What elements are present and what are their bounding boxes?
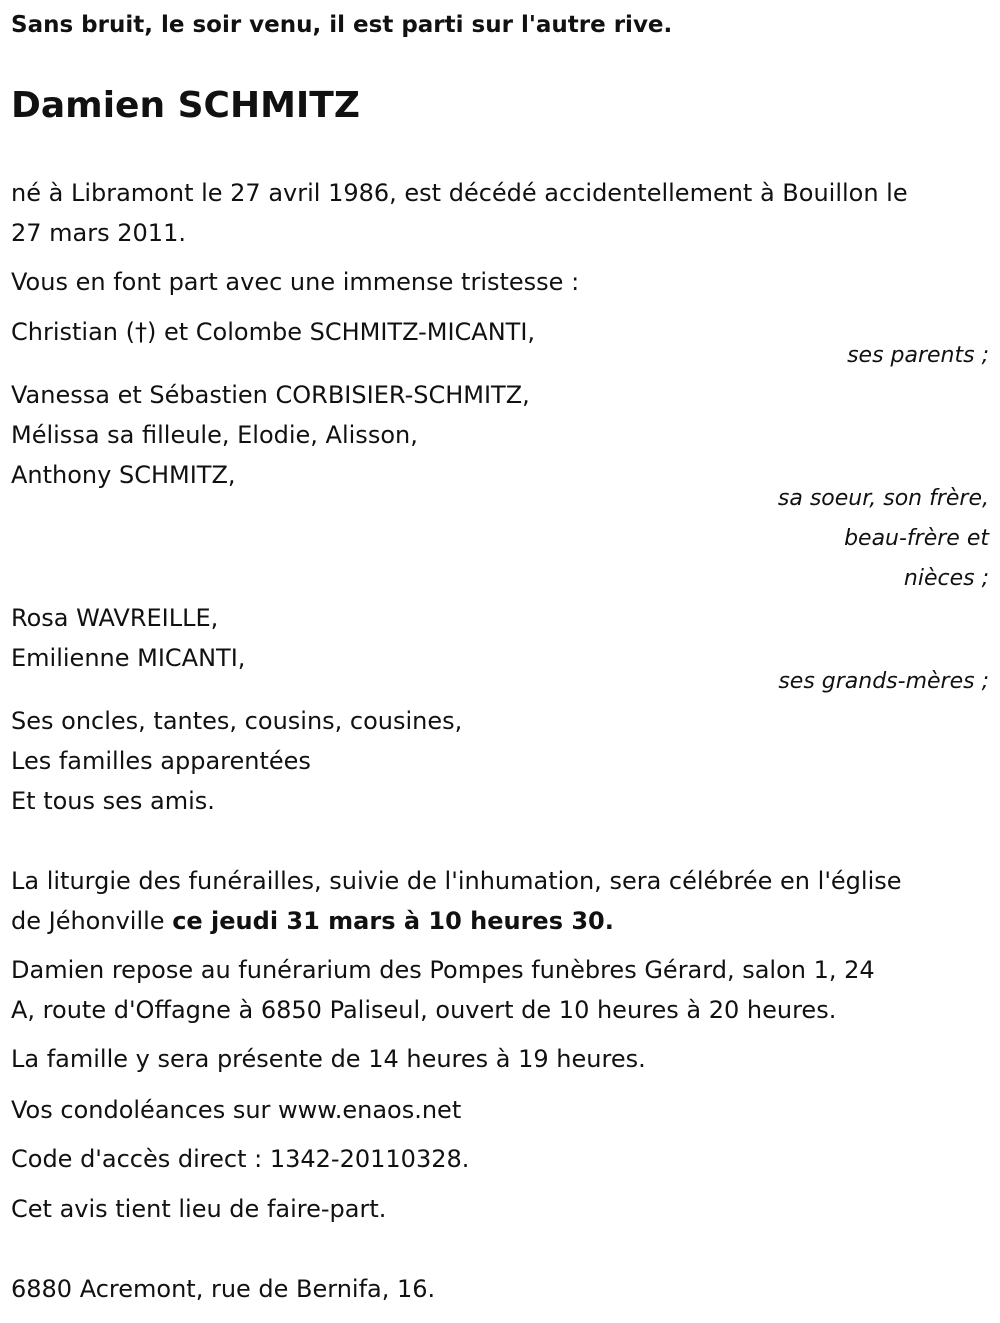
birth-death-line-1: né à Libramont le 27 avril 1986, est décédé accidentellement à Bouillon le <box>11 179 908 207</box>
grandmothers-relation: ses grands-mères ; <box>778 669 989 694</box>
liturgy-place: de Jéhonville <box>11 907 173 935</box>
relatives-line-3: Et tous ses amis. <box>11 787 215 815</box>
liturgy-line-1: La liturgie des funérailles, suivie de l'inhumation, sera célébrée en l'église <box>11 867 902 895</box>
family-address: 6880 Acremont, rue de Bernifa, 16. <box>11 1275 436 1303</box>
grandmother-1: Rosa WAVREILLE, <box>11 604 219 632</box>
family-presence: La famille y sera présente de 14 heures à 19 heures. <box>11 1045 646 1073</box>
birth-death-line-2: 27 mars 2011. <box>11 219 186 247</box>
relatives-line-2: Les familles apparentées <box>11 747 311 775</box>
notice-statement: Cet avis tient lieu de faire-part. <box>11 1195 387 1223</box>
parents-names: Christian (†) et Colombe SCHMITZ-MICANTI, <box>11 318 536 346</box>
siblings-relation-1: sa soeur, son frère, <box>777 486 989 511</box>
grandmother-2: Emilienne MICANTI, <box>11 644 246 672</box>
siblings-line-1: Vanessa et Sébastien CORBISIER-SCHMITZ, <box>11 381 530 409</box>
announcement: Vous en font part avec une immense tristesse : <box>11 268 580 296</box>
liturgy-date-time: ce jeudi 31 mars à 10 heures 30. <box>172 907 614 935</box>
siblings-relation-3: nièces ; <box>903 566 989 591</box>
siblings-line-2: Mélissa sa filleule, Elodie, Alisson, <box>11 421 418 449</box>
siblings-relation-2: beau-frère et <box>844 526 989 551</box>
epigraph: Sans bruit, le soir venu, il est parti sur l'autre rive. <box>11 12 673 38</box>
liturgy-line-2 <box>11 906 614 936</box>
funeral-home-line-1: Damien repose au funérarium des Pompes funèbres Gérard, salon 1, 24 <box>11 956 875 984</box>
parents-relation: ses parents ; <box>847 343 989 368</box>
deceased-name: Damien SCHMITZ <box>11 85 360 126</box>
siblings-line-3: Anthony SCHMITZ, <box>11 461 236 489</box>
relatives-line-1: Ses oncles, tantes, cousins, cousines, <box>11 707 463 735</box>
access-code: Code d'accès direct : 1342-20110328. <box>11 1145 470 1173</box>
condolences-link: Vos condoléances sur www.enaos.net <box>11 1096 462 1124</box>
funeral-home-line-2: A, route d'Offagne à 6850 Paliseul, ouvert de 10 heures à 20 heures. <box>11 996 837 1024</box>
